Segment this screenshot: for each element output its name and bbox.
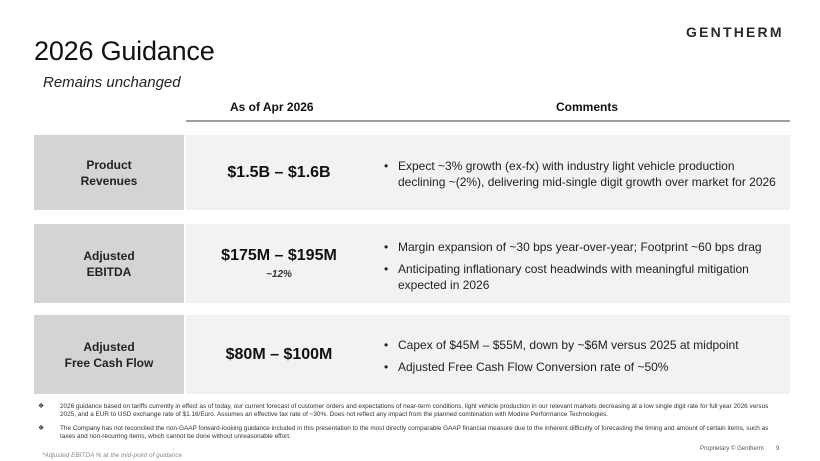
comment-bullet: • Expect ~3% growth (ex-fx) with industry light vehicle production declining ~(2%), delivering mid-single digit growth over market for 2026 — [384, 158, 784, 190]
guidance-value-note: ~12% — [266, 269, 292, 280]
row-label-adjusted-ebitda: Adjusted EBITDA — [34, 224, 184, 303]
comment-bullet: • Anticipating inflationary cost headwinds with meaningful mitigation expected in 2026 — [384, 261, 784, 293]
value-cell-adjusted-free-cash-flow — [186, 315, 372, 394]
page-title: 2026 Guidance — [34, 36, 215, 66]
proprietary-notice: Proprietary © Gentherm — [700, 446, 764, 452]
guidance-value: $80M – $100M — [225, 345, 333, 363]
diamond-bullet-icon: ❖ — [38, 425, 45, 432]
page-subtitle: Remains unchanged — [43, 74, 181, 91]
diamond-bullet-icon: ❖ — [38, 403, 45, 410]
footnote-item — [38, 425, 778, 441]
comments-adjusted-ebitda — [384, 239, 784, 299]
footnote-text: 2026 guidance based on tariffs currently in effect as of today, our current forecast of customer orders and expectations of near-term conditions, light vehicle production in our relevant markets decreasing at a low single digit rate for full year 2026 versus 2025, and a EUR to USD exchange rate of $1.16/Euro. Assumes an effective tax rate of ~30%. Does not reflect any impact from the planned combination with Modine Performance Technologies. — [60, 403, 769, 418]
adjusted-ebitda-note: *Adjusted EBITDA % at the mid-point of guidance — [42, 452, 183, 459]
page-number: 9 — [776, 446, 780, 452]
comment-bullet: • Capex of $45M – $55M, down by ~$6M versus 2025 at midpoint — [384, 337, 784, 353]
value-cell-adjusted-ebitda — [186, 224, 372, 303]
row-label-product-revenues: Product Revenues — [34, 135, 184, 210]
guidance-value: $1.5B – $1.6B — [227, 163, 331, 181]
comment-bullet: • Margin expansion of ~30 bps year-over-year; Footprint ~60 bps drag — [384, 239, 784, 255]
value-cell-product-revenues — [186, 135, 372, 210]
footnote-text: The Company has not reconciled the non-GAAP forward-looking guidance included in this presentation to the most directly comparable GAAP financial measure due to the inherent difficulty of forecasting the timing and amount of certain items, such as taxes and non-recurring items, which cannot be done without unreasonable effort. — [60, 425, 769, 440]
column-header-as-of: As of Apr 2026 — [230, 100, 314, 114]
comments-product-revenues — [384, 158, 784, 196]
comments-adjusted-free-cash-flow — [384, 337, 784, 381]
comment-bullet: • Adjusted Free Cash Flow Conversion rate of ~50% — [384, 359, 784, 375]
guidance-value: $175M – $195M — [221, 247, 337, 264]
column-header-comments: Comments — [556, 100, 619, 114]
row-label-adjusted-free-cash-flow: Adjusted Free Cash Flow — [34, 315, 184, 394]
footnotes — [38, 403, 778, 447]
footnote-item — [38, 403, 778, 419]
company-logo: GENTHERM — [686, 24, 784, 40]
header-divider — [186, 120, 790, 122]
